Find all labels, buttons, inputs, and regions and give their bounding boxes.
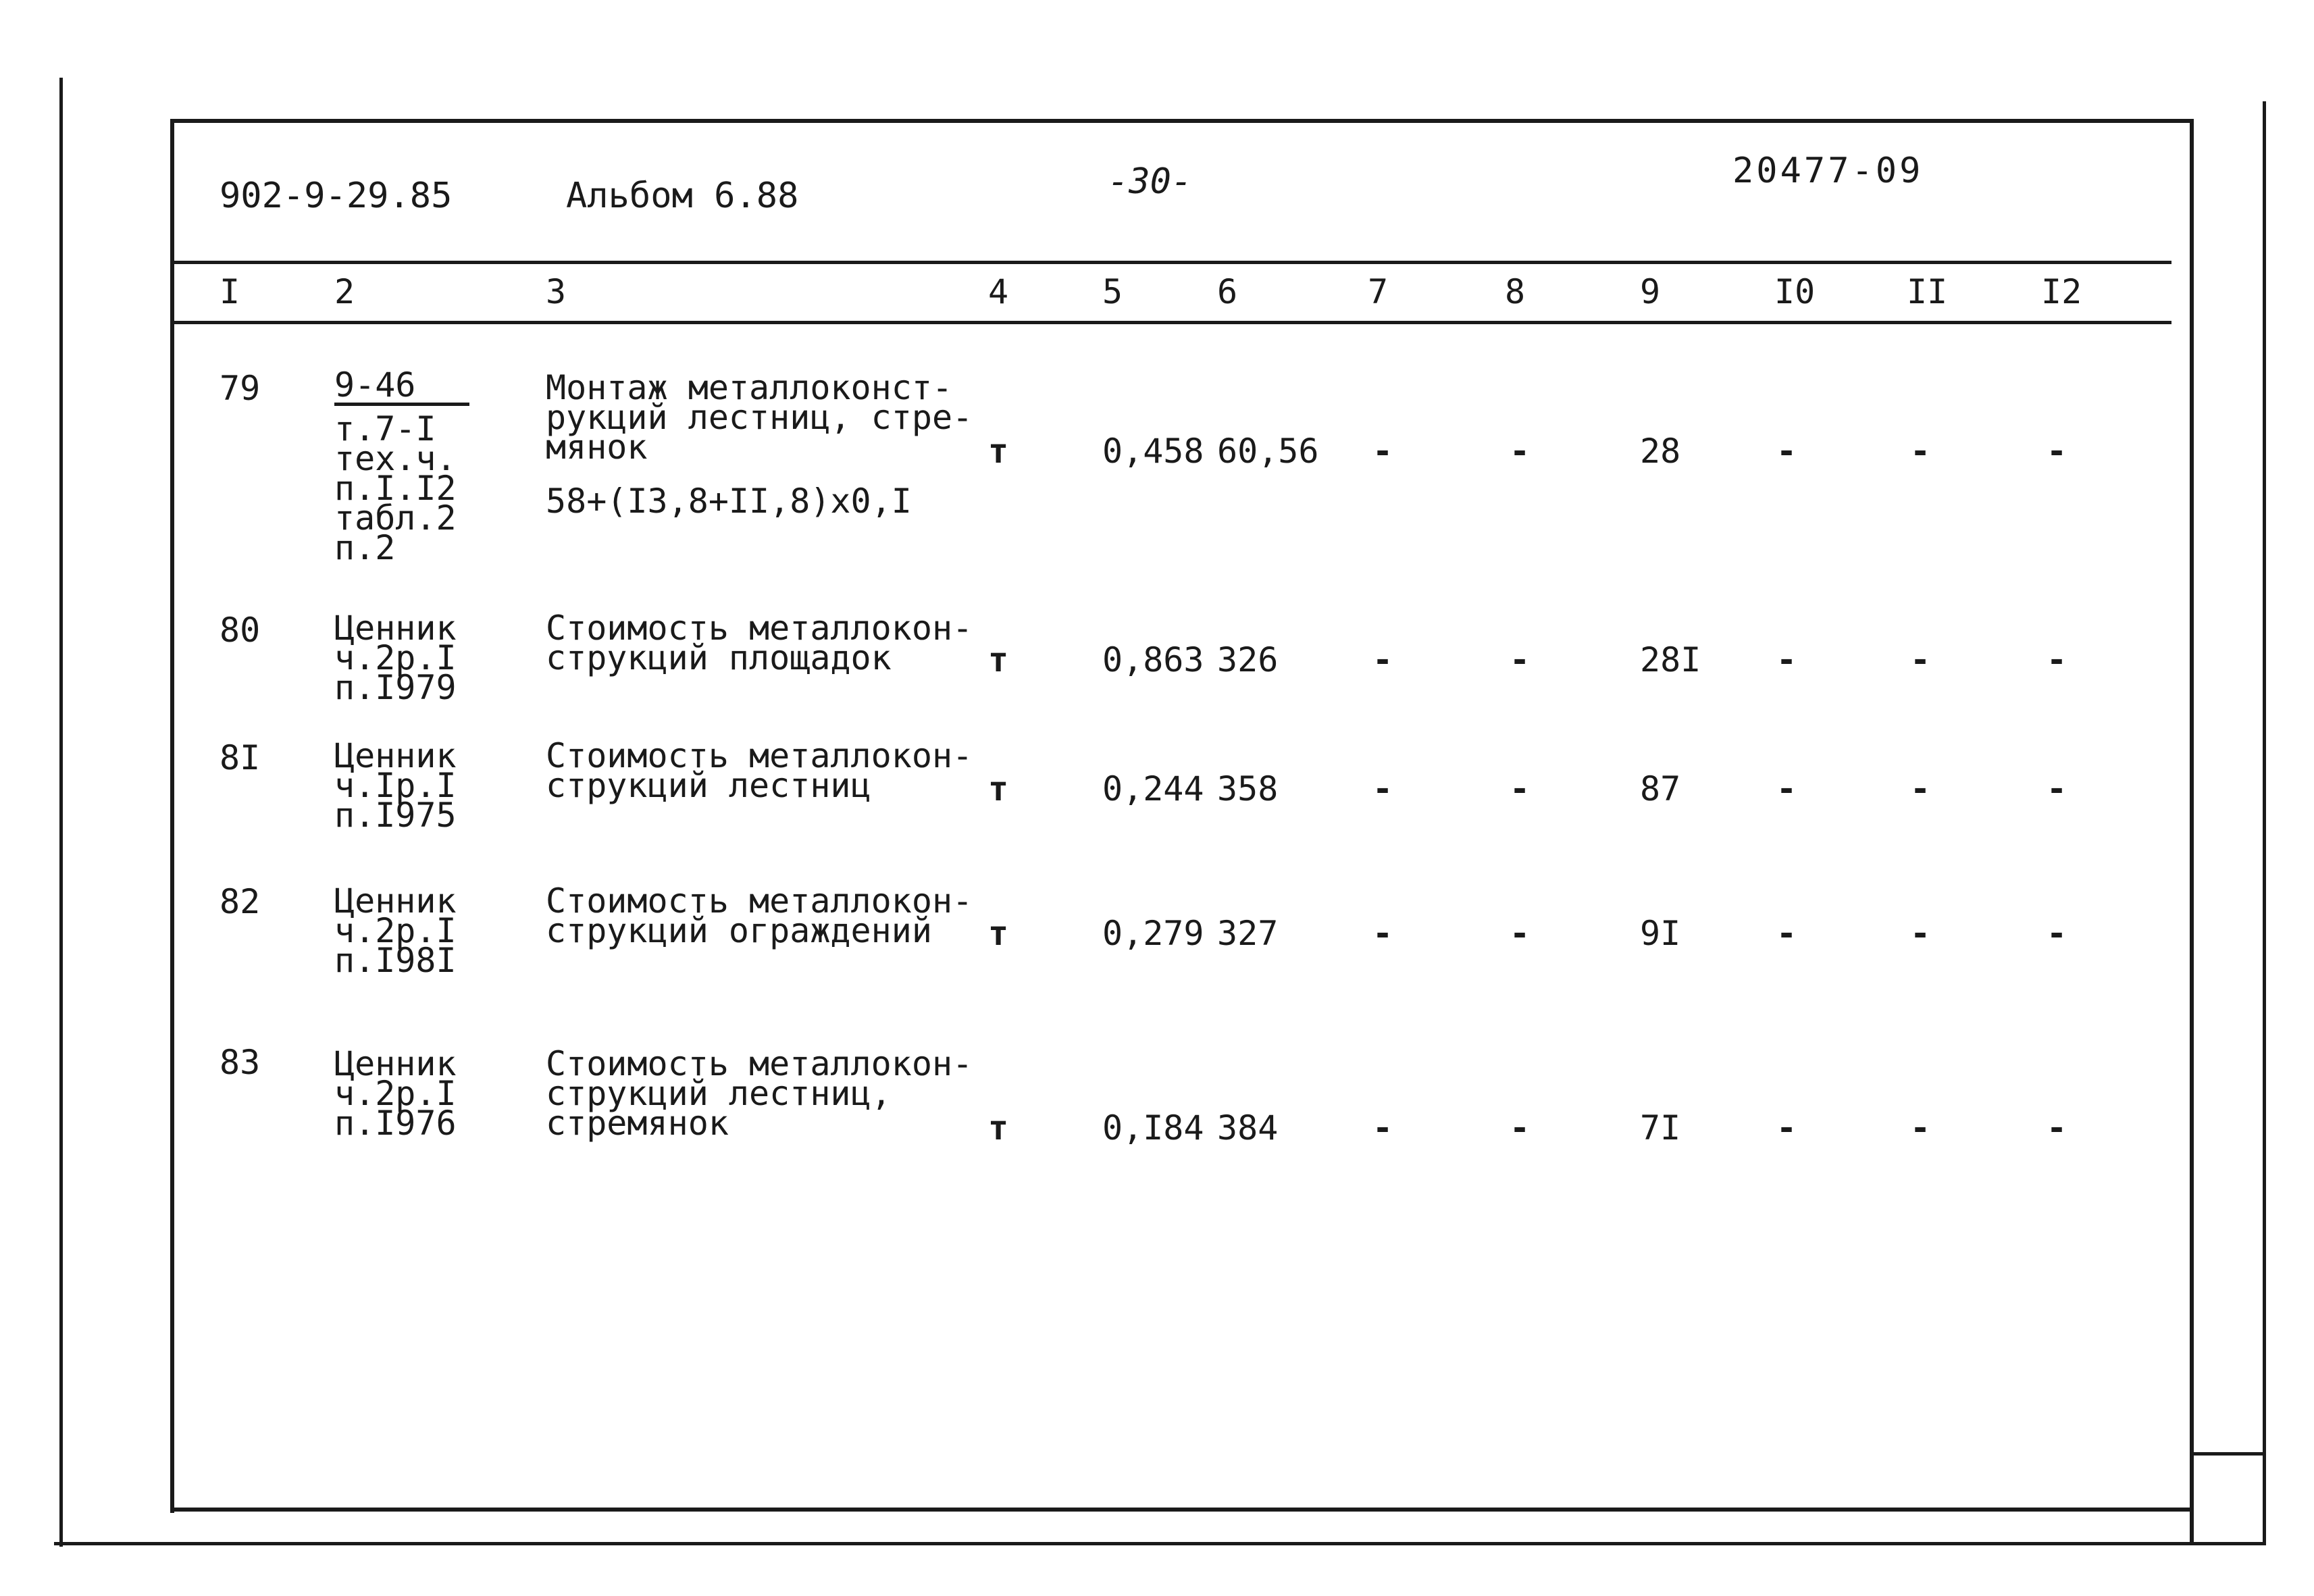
col-11-value: - [1910, 769, 1931, 808]
column-header-4: 4 [988, 272, 1009, 311]
col-10-value: - [1776, 1108, 1797, 1148]
album-label: Альбом 6.88 [566, 176, 799, 216]
col-12-value: - [2047, 1108, 2067, 1148]
unit: т [988, 432, 1009, 471]
frame-top [170, 119, 2194, 123]
description-line: Стоимость металлокон- [546, 881, 973, 921]
column-header-6: 6 [1217, 272, 1238, 311]
norm-reference-line: Ценник [334, 881, 457, 921]
norm-reference-line: п.I976 [334, 1104, 457, 1143]
work-description [546, 368, 973, 467]
norm-reference-line: ч.2р.I [334, 911, 457, 950]
description-line: Стоимость металлокон- [546, 1044, 973, 1083]
column-header-12: I2 [2041, 272, 2082, 311]
total-cost: 28 [1640, 432, 1681, 471]
col-7-value: - [1372, 769, 1393, 808]
norm-reference-line: ч.2р.I [334, 1074, 457, 1113]
outer-bottom-border [54, 1542, 2266, 1545]
norm-reference [334, 1044, 457, 1143]
header-rule-bottom [172, 321, 2171, 324]
col-7-value: - [1372, 432, 1393, 471]
column-header-9: 9 [1640, 272, 1661, 311]
unit-price: 358 [1217, 769, 1279, 808]
col-10-value: - [1776, 432, 1797, 471]
col-12-value: - [2047, 769, 2067, 808]
norm-reference-line: Ценник [334, 736, 457, 775]
outer-right-border [2263, 101, 2266, 1545]
col-8-value: - [1510, 914, 1531, 953]
description-line: струкций лестниц, [546, 1074, 892, 1113]
col-11-value: - [1910, 640, 1931, 679]
total-cost: 87 [1640, 769, 1681, 808]
unit: т [988, 640, 1009, 679]
quantity-formula: 58+(I3,8+II,8)x0,I [546, 482, 912, 521]
col-12-value: - [2047, 914, 2067, 953]
column-header-5: 5 [1102, 272, 1123, 311]
column-header-2: 2 [334, 272, 355, 311]
total-cost: 7I [1640, 1108, 1681, 1148]
work-description [546, 1044, 973, 1143]
outer-left-border [59, 78, 63, 1547]
column-header-1: I [220, 272, 240, 311]
unit-price: 327 [1217, 914, 1279, 953]
total-cost: 9I [1640, 914, 1681, 953]
col-12-value: - [2047, 640, 2067, 679]
col-8-value: - [1510, 640, 1531, 679]
page-number: -30- [1108, 161, 1193, 202]
row-number: 80 [220, 611, 261, 650]
quantity: 0,I84 [1102, 1108, 1204, 1148]
description-line: струкций лестниц [546, 766, 871, 805]
work-description [546, 881, 973, 950]
unit-price: 326 [1217, 640, 1279, 679]
norm-reference [334, 365, 469, 567]
col-8-value: - [1510, 1108, 1531, 1148]
description-line: Стоимость металлокон- [546, 609, 973, 648]
norm-reference-line: 9-46 [334, 370, 469, 406]
norm-reference-line: Ценник [334, 1044, 457, 1083]
row-number: 82 [220, 882, 261, 921]
row-number: 79 [220, 369, 261, 408]
col-7-value: - [1372, 914, 1393, 953]
col-7-value: - [1372, 640, 1393, 679]
col-8-value: - [1510, 432, 1531, 471]
norm-reference-line: п.I.I2 [334, 469, 457, 508]
norm-reference-line: тех.ч. [334, 439, 457, 478]
norm-reference-line: п.I979 [334, 668, 457, 707]
document-number: 20477-09 [1732, 151, 1924, 191]
col-11-value: - [1910, 914, 1931, 953]
description-line: мянок [546, 428, 648, 467]
norm-reference-line: ч.2р.I [334, 638, 457, 677]
description-line: Стоимость металлокон- [546, 736, 973, 775]
norm-reference [334, 881, 457, 980]
col-8-value: - [1510, 769, 1531, 808]
col-7-value: - [1372, 1108, 1393, 1148]
norm-reference-line: т.7-I [334, 409, 436, 448]
norm-reference-line: табл.2 [334, 498, 457, 538]
col-10-value: - [1776, 769, 1797, 808]
norm-reference [334, 736, 457, 835]
row-number: 8I [220, 738, 261, 777]
project-code: 902-9-29.85 [220, 176, 453, 216]
column-header-3: 3 [546, 272, 567, 311]
quantity: 0,863 [1102, 640, 1204, 679]
column-header-8: 8 [1505, 272, 1526, 311]
unit: т [988, 1108, 1009, 1148]
column-header-11: II [1907, 272, 1948, 311]
description-line: струкций ограждений [546, 911, 932, 950]
col-11-value: - [1910, 1108, 1931, 1148]
norm-reference [334, 609, 457, 707]
unit-price: 60,56 [1217, 432, 1319, 471]
unit: т [988, 914, 1009, 953]
unit-price: 384 [1217, 1108, 1279, 1148]
norm-reference-line: п.2 [334, 528, 396, 567]
col-10-value: - [1776, 914, 1797, 953]
unit: т [988, 769, 1009, 808]
col-11-value: - [1910, 432, 1931, 471]
description-line: струкций площадок [546, 638, 892, 677]
norm-reference-line: ч.Iр.I [334, 766, 457, 805]
description-line: Монтаж металлоконст- [546, 368, 953, 407]
frame-bottom [170, 1508, 2194, 1512]
column-header-10: I0 [1774, 272, 1816, 311]
work-description [546, 736, 973, 805]
col-12-value: - [2047, 432, 2067, 471]
norm-reference-line: п.I98I [334, 941, 457, 980]
frame-left [170, 119, 174, 1513]
row-number: 83 [220, 1043, 261, 1082]
total-cost: 28I [1640, 640, 1701, 679]
quantity: 0,458 [1102, 432, 1204, 471]
norm-reference-line: Ценник [334, 609, 457, 648]
norm-reference-line: п.I975 [334, 796, 457, 835]
quantity: 0,279 [1102, 914, 1204, 953]
description-line: стремянок [546, 1104, 729, 1143]
stamp-box-top [2190, 1452, 2266, 1456]
col-10-value: - [1776, 640, 1797, 679]
work-description [546, 609, 973, 677]
quantity: 0,244 [1102, 769, 1204, 808]
header-rule-top [172, 261, 2171, 264]
description-line: рукций лестниц, стре- [546, 398, 973, 437]
column-header-7: 7 [1368, 272, 1389, 311]
frame-right [2190, 119, 2194, 1545]
